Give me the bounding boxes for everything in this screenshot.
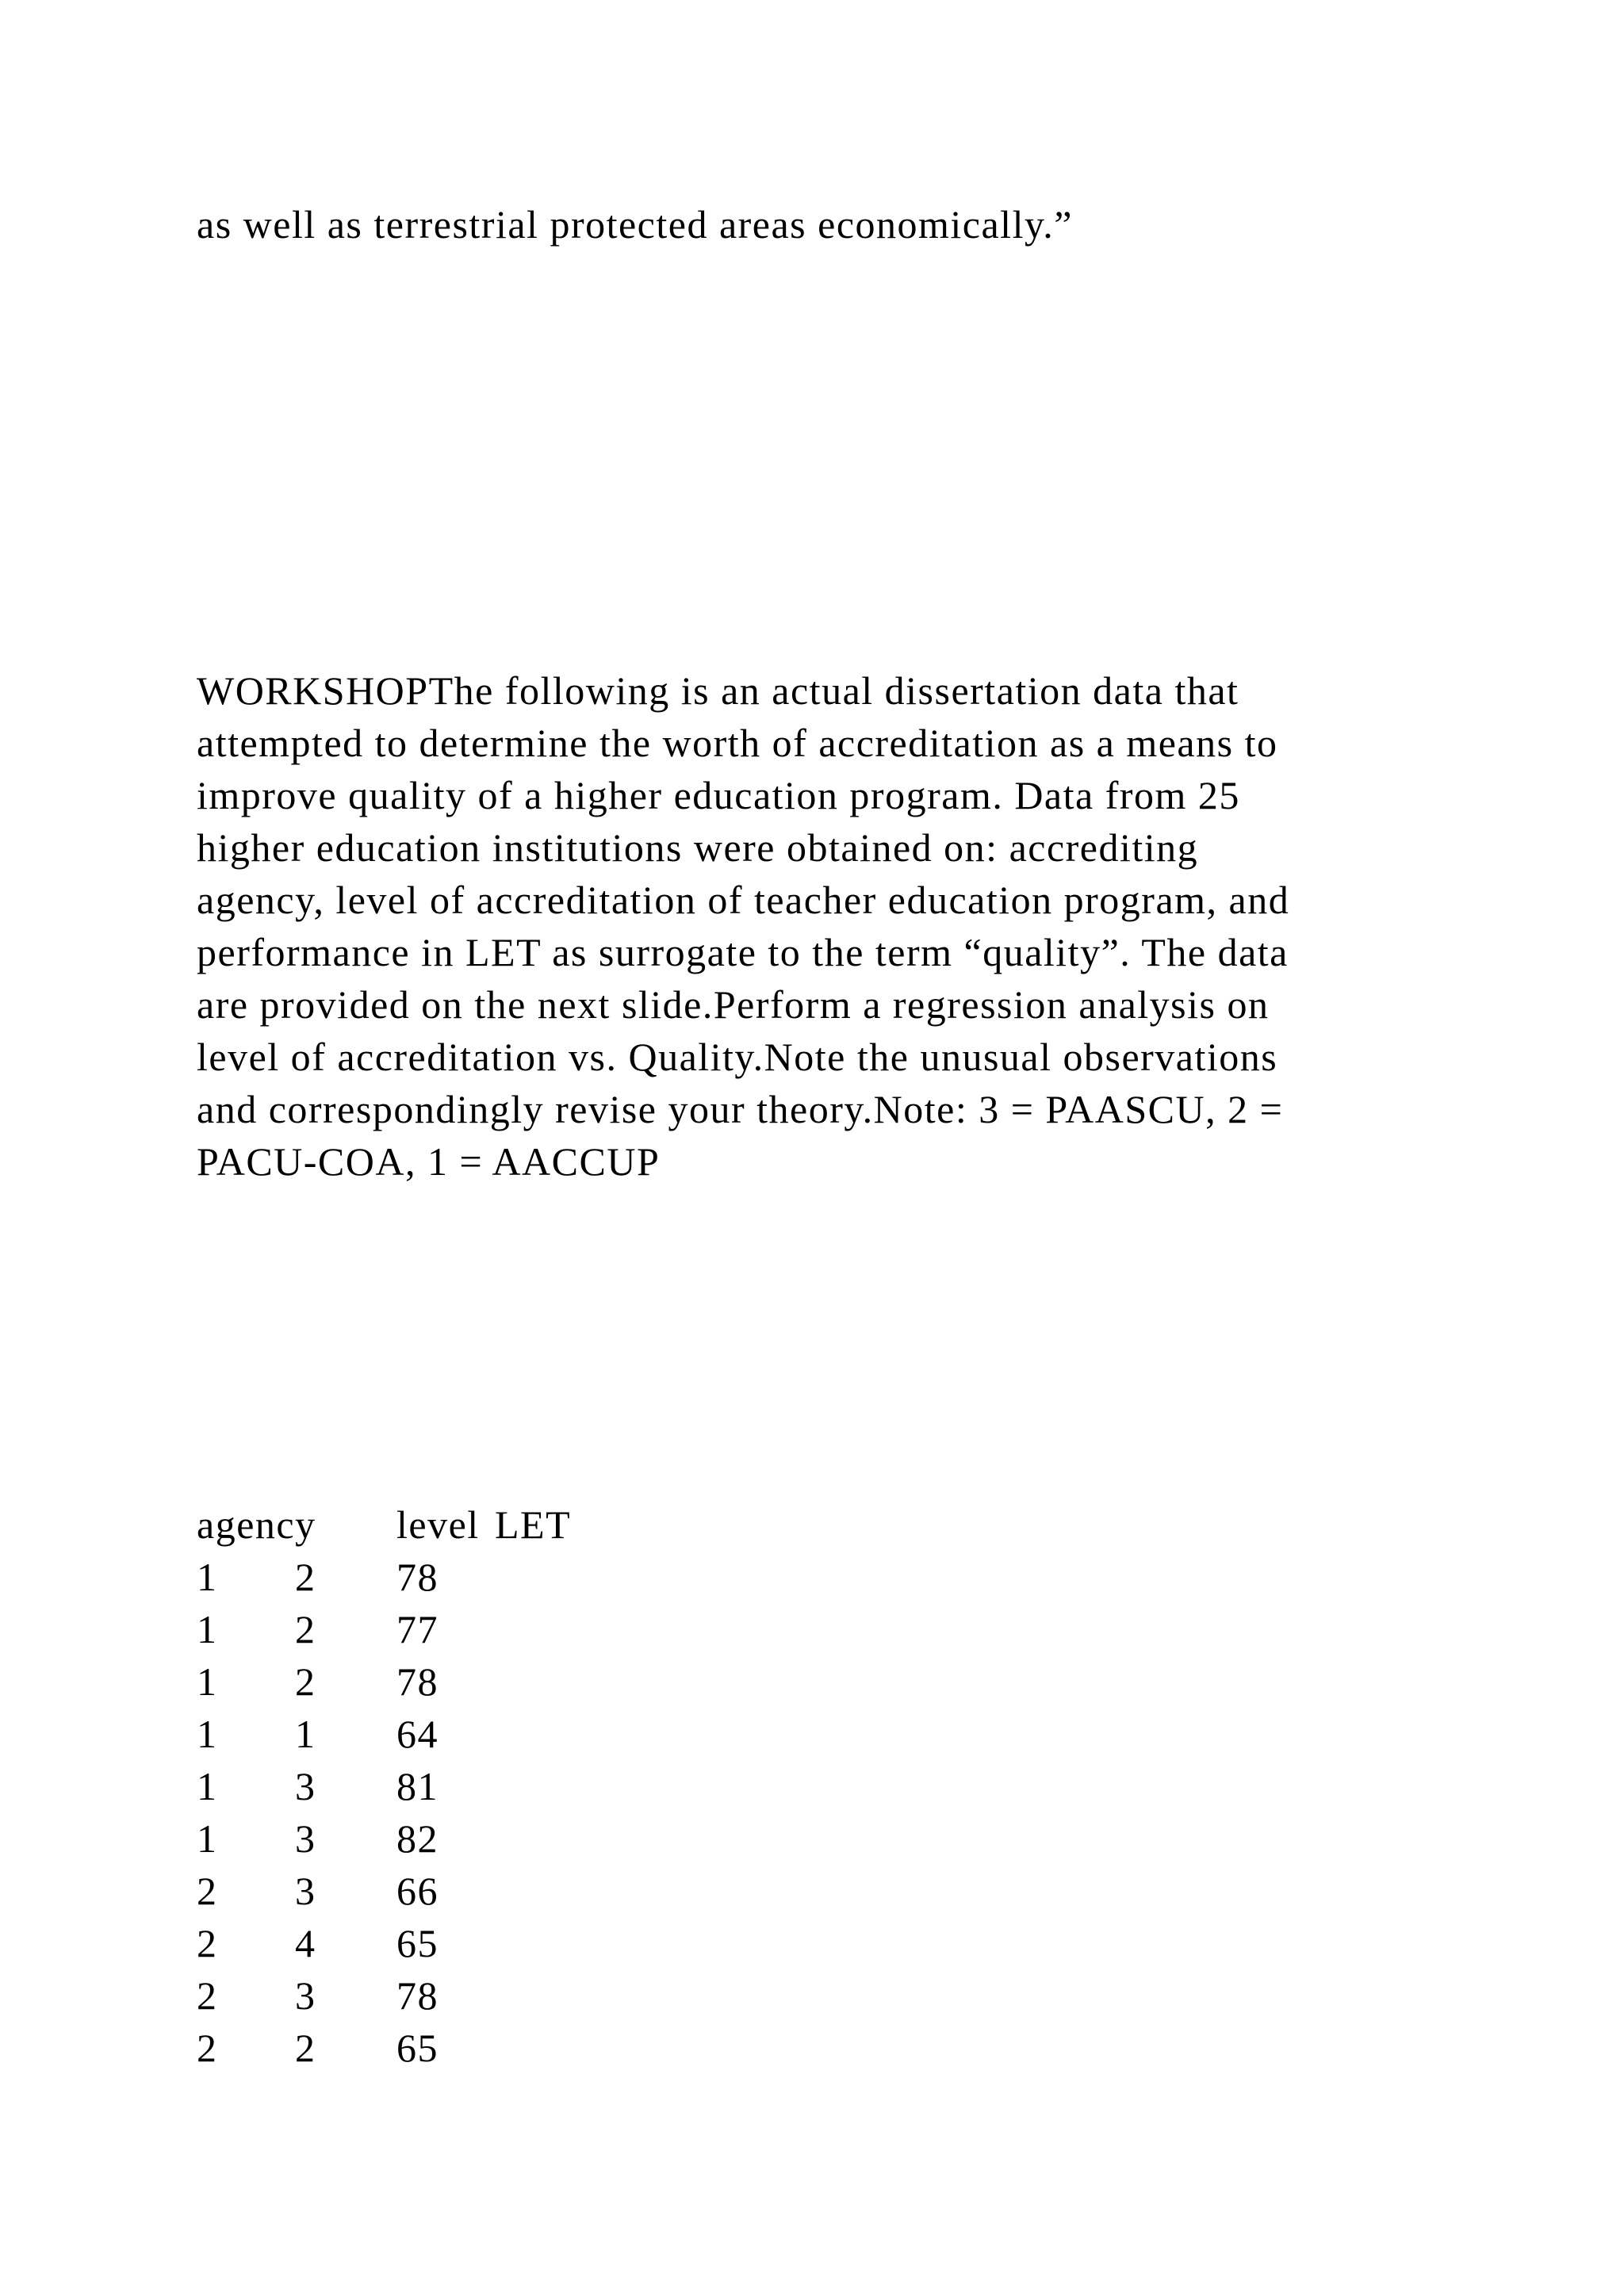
paragraph-line: attempted to determine the worth of accreditation as a means to [197, 721, 1278, 765]
let-cell: 65 [396, 1921, 439, 1965]
column-header-agency: agency [197, 1502, 316, 1547]
agency-cell: 1 [197, 1816, 218, 1861]
agency-cell: 2 [197, 1973, 218, 2018]
top-paragraph [197, 198, 1073, 251]
let-cell: 78 [396, 1659, 439, 1704]
agency-cell: 2 [197, 1921, 218, 1965]
paragraph-line: WORKSHOPThe following is an actual dissertation data that [197, 668, 1239, 713]
agency-cell: 1 [197, 1607, 218, 1651]
level-cell: 2 [295, 2026, 316, 2070]
agency-cell: 1 [197, 1659, 218, 1704]
agency-cell: 1 [197, 1555, 218, 1599]
let-cell: 66 [396, 1869, 439, 1913]
paragraph-line: level of accreditation vs. Quality.Note the unusual observations [197, 1035, 1278, 1079]
level-cell: 4 [295, 1921, 316, 1965]
let-cell: 78 [396, 1555, 439, 1599]
column-header-let: LET [495, 1502, 572, 1547]
paragraph-line: performance in LET as surrogate to the term “quality”. The data [197, 930, 1289, 974]
level-cell: 3 [295, 1816, 316, 1861]
level-cell: 2 [295, 1607, 316, 1651]
paragraph-line: as well as terrestrial protected areas economically.” [197, 202, 1073, 247]
column-header-level: level [396, 1502, 480, 1547]
let-cell: 78 [396, 1973, 439, 2018]
level-cell: 2 [295, 1659, 316, 1704]
agency-cell: 2 [197, 2026, 218, 2070]
agency-cell: 2 [197, 1869, 218, 1913]
workshop-paragraph [197, 664, 1289, 1188]
paragraph-line: PACU-COA, 1 = AACCUP [197, 1139, 661, 1184]
level-cell: 3 [295, 1973, 316, 2018]
let-cell: 65 [396, 2026, 439, 2070]
let-cell: 64 [396, 1712, 439, 1756]
paragraph-line: and correspondingly revise your theory.Note: 3 = PAASCU, 2 = [197, 1087, 1284, 1131]
paragraph-line: agency, level of accreditation of teacher education program, and [197, 878, 1290, 922]
level-cell: 3 [295, 1869, 316, 1913]
paragraph-line: are provided on the next slide.Perform a regression analysis on [197, 982, 1270, 1027]
let-cell: 82 [396, 1816, 439, 1861]
paragraph-line: higher education institutions were obtained on: accrediting [197, 825, 1199, 870]
let-cell: 81 [396, 1764, 439, 1808]
level-cell: 1 [295, 1712, 316, 1756]
let-cell: 77 [396, 1607, 439, 1651]
agency-cell: 1 [197, 1712, 218, 1756]
level-cell: 2 [295, 1555, 316, 1599]
agency-cell: 1 [197, 1764, 218, 1808]
paragraph-line: improve quality of a higher education program. Data from 25 [197, 773, 1240, 817]
level-cell: 3 [295, 1764, 316, 1808]
